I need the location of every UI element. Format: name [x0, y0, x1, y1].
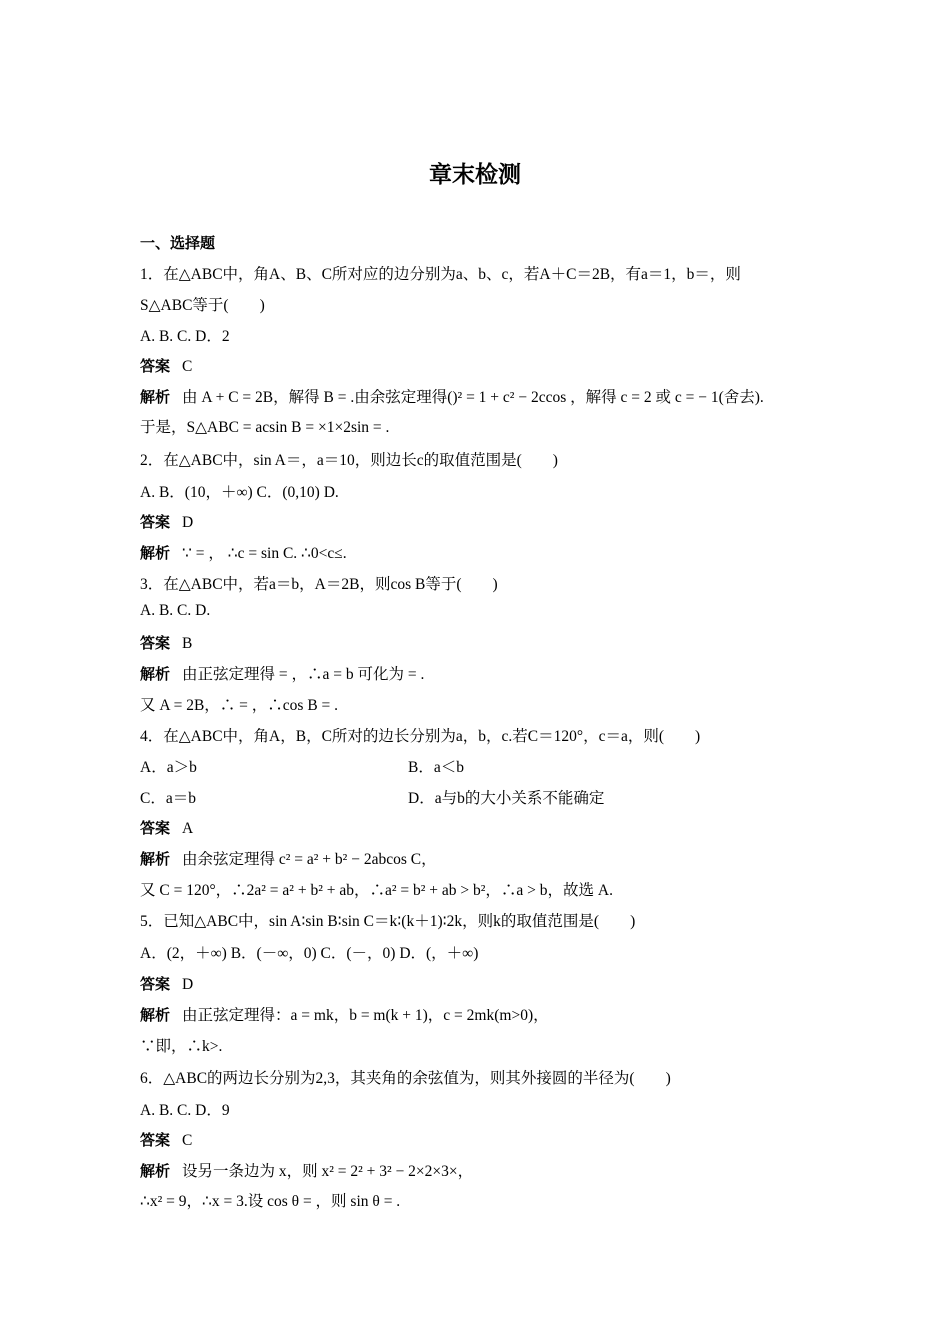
q6-answer [140, 1129, 192, 1150]
answer-label: 答案 [140, 975, 171, 993]
q1-answer [140, 355, 192, 376]
q2-answer [140, 511, 193, 532]
q4-analysis-line2: 又 C = 120°，∴2a² = a² + b² + ab，∴a² = b² + ab > b²，∴a > b，故选 A. [140, 882, 613, 899]
q1-analysis-line2: 于是，S△ABC = acsin B = ×1×2sin = . [140, 419, 390, 436]
analysis-label: 解析 [140, 388, 171, 406]
q5-analysis-line2: ∵即，∴k>. [140, 1038, 223, 1055]
q5-analysis-text1: 由正弦定理得：a = mk，b = m(k + 1)，c = 2mk(m>0)， [182, 1007, 549, 1024]
q2-answer-value: D [182, 514, 194, 531]
q5-answer [140, 973, 193, 994]
analysis-label: 解析 [140, 544, 171, 562]
q1-analysis-text1: 由 A + C = 2B，解得 B = .由余弦定理得()² = 1 + c² − 2ccos ，解得 c = 2 或 c = − 1(舍去). [182, 389, 764, 406]
q4-answer [140, 817, 193, 838]
answer-label: 答案 [140, 513, 171, 531]
q3-analysis-line1 [140, 662, 424, 684]
q1-stem-line1: 1．在△ABC中，角A、B、C所对应的边分别为a、b、c，若A＋C＝2B，有a＝1，b＝，则 [140, 266, 741, 283]
answer-label: 答案 [140, 1131, 171, 1149]
q4-stem: 4．在△ABC中，角A，B，C所对的边长分别为a，b，c.若C＝120°，c＝a，则( ) [140, 728, 701, 745]
q3-stem: 3．在△ABC中，若a＝b，A＝2B，则cos B等于( ) [140, 576, 498, 593]
q4-option-a: A．a＞b [140, 759, 197, 776]
q6-analysis-text1: 设另一条边为 x，则 x² = 2² + 3² − 2×2×3×， [182, 1163, 474, 1180]
q6-answer-value: C [182, 1132, 193, 1149]
q4-option-b: B．a＜b [408, 759, 464, 776]
q6-analysis-line2: ∴x² = 9，∴x = 3.设 cos θ = ，则 sin θ = . [140, 1193, 401, 1210]
q1-stem-line2: S△ABC等于( ) [140, 297, 265, 314]
q2-stem: 2．在△ABC中，sin A＝，a＝10，则边长c的取值范围是( ) [140, 452, 558, 469]
q4-option-d: D．a与b的大小关系不能确定 [408, 790, 605, 807]
q6-options: A. B. C. D．9 [140, 1102, 230, 1119]
analysis-label: 解析 [140, 1006, 171, 1024]
answer-label: 答案 [140, 819, 171, 837]
q4-analysis-line1 [140, 847, 437, 869]
q3-analysis-line2: 又 A = 2B，∴ = ，∴cos B = . [140, 697, 339, 714]
q3-answer-value: B [182, 635, 193, 652]
q4-options-row2 [140, 786, 196, 808]
q2-analysis-text: ∵ = ， ∴c = sin C. ∴0<c≤. [182, 545, 347, 562]
section-heading: 一、选择题 [140, 234, 216, 252]
q6-stem: 6．△ABC的两边长分别为2,3，其夹角的余弦值为，则其外接圆的半径为( ) [140, 1070, 671, 1087]
q4-options-row1 [140, 755, 197, 777]
answer-label: 答案 [140, 357, 171, 375]
q2-options: A. B．(10，＋∞) C．(0,10) D. [140, 484, 339, 501]
answer-label: 答案 [140, 634, 171, 652]
q5-analysis-line1 [140, 1003, 549, 1025]
q5-stem: 5．已知△ABC中，sin A∶sin B∶sin C＝k∶(k＋1)∶2k，则k的取值范围是( ) [140, 913, 636, 930]
q3-options: A. B. C. D. [140, 602, 211, 619]
q3-analysis-text1: 由正弦定理得 = ，∴a = b 可化为 = . [182, 666, 425, 683]
q5-options: A．(2，＋∞) B．(－∞，0) C．(－，0) D．(，＋∞) [140, 945, 479, 962]
page-title: 章末检测 [429, 162, 521, 188]
q1-analysis-line1 [140, 385, 764, 407]
q3-answer [140, 632, 192, 653]
q6-analysis-line1 [140, 1159, 473, 1181]
q5-answer-value: D [182, 976, 194, 993]
q1-answer-value: C [182, 358, 193, 375]
q4-analysis-text1: 由余弦定理得 c² = a² + b² − 2abcos C， [182, 851, 437, 868]
q1-options: A. B. C. D．2 [140, 328, 230, 345]
analysis-label: 解析 [140, 850, 171, 868]
analysis-label: 解析 [140, 665, 171, 683]
analysis-label: 解析 [140, 1162, 171, 1180]
q4-answer-value: A [182, 820, 194, 837]
q2-analysis [140, 541, 347, 563]
q4-option-c: C．a＝b [140, 790, 196, 807]
